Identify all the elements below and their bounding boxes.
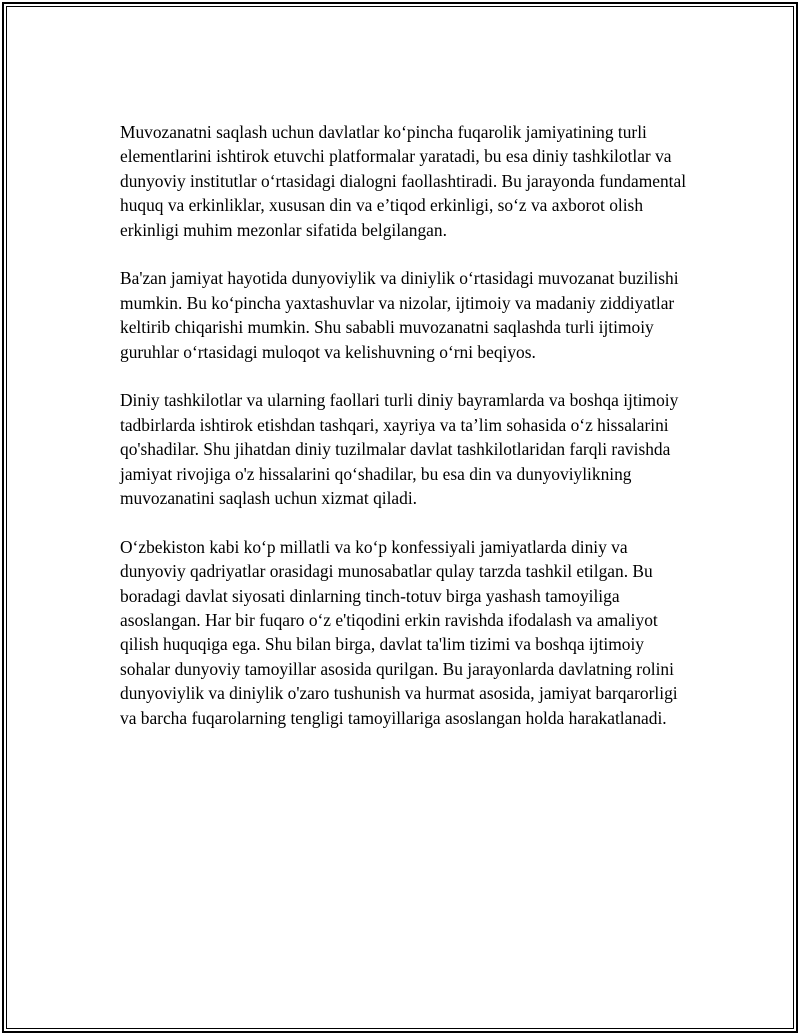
document-body <box>120 120 690 755</box>
paragraph-1: Muvozanatni saqlash uchun davlatlar ko‘pincha fuqarolik jamiyatining turli elementlarini ishtirok etuvchi platformalar yaratadi, bu esa diniy tashkilotlar va dunyoviy institutlar o‘rtasidagi dialogni faollashtiradi. Bu jarayonda fundamental huquq va erkinliklar, xususan din va e’tiqod erkinligi, so‘z va axborot olish erkinligi muhim mezonlar sifatida belgilangan. <box>120 122 687 240</box>
paragraph-3: Diniy tashkilotlar va ularning faollari turli diniy bayramlarda va boshqa ijtimoiy tadbirlarda ishtirok etishdan tashqari, xayriya va ta’lim sohasida o‘z hissalarini qo'shadilar. Shu jihatdan diniy tuzilmalar davlat tashkilotlaridan farqli ravishda jamiyat rivojiga o'z hissalarini qo‘shadilar, bu esa din va dunyoviylikning muvozanatini saqlash uchun xizmat qiladi. <box>120 390 679 509</box>
paragraph-2: Ba'zan jamiyat hayotida dunyoviylik va diniylik o‘rtasidagi muvozanat buzilishi mumkin. Bu ko‘pincha yaxtashuvlar va nizolar, ijtimoiy va madaniy ziddiyatlar keltirib chiqarishi mumkin. Shu sababli muvozanatni saqlashda turli ijtimoiy guruhlar o‘rtasidagi muloqot va kelishuvning o‘rni beqiyos. <box>120 268 679 362</box>
page-frame <box>2 2 798 1033</box>
paragraph-4: O‘zbekiston kabi ko‘p millatli va ko‘p konfessiyali jamiyatlarda diniy va dunyoviy qadriyatlar orasidagi munosabatlar qulay tarzda tashkil etilgan. Bu boradagi davlat siyosati dinlarning tinch-totuv birga yashash tamoyiliga asoslangan. Har bir fuqaro o‘z e'tiqodini erkin ravishda ifodalash va amaliyot qilish huquqiga ega. Shu bilan birga, davlat ta'lim tizimi va boshqa ijtimoiy sohalar dunyoviy tamoyillar asosida qurilgan. Bu jarayonlarda davlatning rolini dunyoviylik va diniylik o'zaro tushunish va hurmat asosida, jamiyat barqarorligi va barcha fuqarolarning tengligi tamoyillariga asoslangan holda harakatlanadi. <box>120 536 678 728</box>
